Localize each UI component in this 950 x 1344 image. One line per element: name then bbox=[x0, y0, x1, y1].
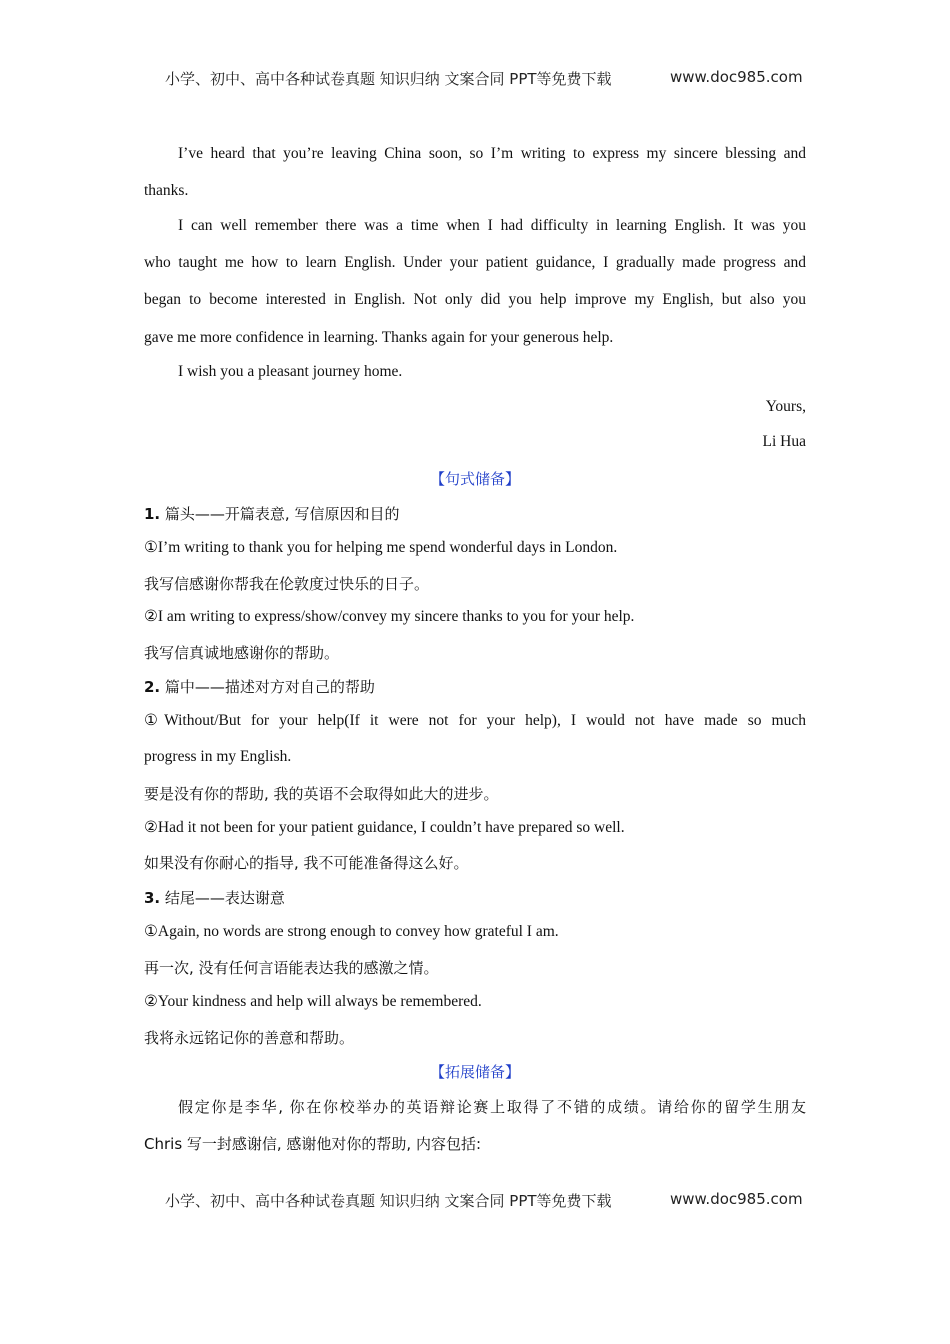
letter-p3: I wish you a pleasant journey home. bbox=[178, 363, 403, 380]
letter-p1-line2: thanks. bbox=[144, 182, 189, 199]
section-3-title bbox=[144, 887, 806, 908]
page-header bbox=[165, 68, 805, 89]
section-1-translation-2: 我写信真诚地感谢你的帮助。 bbox=[144, 644, 340, 662]
patterns-heading: 【句式储备】 bbox=[429, 470, 520, 488]
section-3-title-text: 结尾——表达谢意 bbox=[160, 889, 285, 907]
letter-p2-line1: I can well remember there was a time when I had difficulty in learning English. It was you bbox=[178, 217, 806, 234]
section-3-example-2: ②Your kindness and help will always be remembered. bbox=[144, 993, 482, 1010]
section-1-example-2: ②I am writing to express/show/convey my sincere thanks to you for your help. bbox=[144, 608, 635, 625]
extension-line-2: Chris 写一封感谢信, 感谢他对你的帮助, 内容包括: bbox=[144, 1135, 482, 1153]
section-1-translation-1: 我写信感谢你帮我在伦敦度过快乐的日子。 bbox=[144, 575, 430, 593]
header-text: 小学、初中、高中各种试卷真题 知识归纳 文案合同 PPT等免费下载 bbox=[165, 70, 612, 88]
section-3-translation-2: 我将永远铭记你的善意和帮助。 bbox=[144, 1029, 355, 1047]
section-1-title bbox=[144, 503, 806, 524]
header-site: www.doc985.com bbox=[670, 68, 803, 86]
section-2-example-1-line1: ①Without/But for your help(If it were not for your help), I would not have made so much bbox=[144, 712, 806, 729]
section-2-number: 2. bbox=[144, 678, 161, 696]
letter-closing: Yours, bbox=[765, 398, 806, 415]
section-1-example-1: ①I’m writing to thank you for helping me spend wonderful days in London. bbox=[144, 539, 618, 556]
section-2-translation-1: 要是没有你的帮助, 我的英语不会取得如此大的进步。 bbox=[144, 785, 499, 803]
letter-p2-line3: began to become interested in English. Not only did you help improve my English, but also you bbox=[144, 291, 806, 308]
extension-line-1: 假定你是李华, 你在你校举办的英语辩论赛上取得了不错的成绩。请给你的留学生朋友 bbox=[178, 1098, 806, 1116]
section-2-title bbox=[144, 676, 806, 697]
footer-text: 小学、初中、高中各种试卷真题 知识归纳 文案合同 PPT等免费下载 bbox=[165, 1192, 612, 1210]
page-footer bbox=[165, 1190, 805, 1211]
section-3-example-1: ①Again, no words are strong enough to convey how grateful I am. bbox=[144, 923, 559, 940]
section-2-title-text: 篇中——描述对方对自己的帮助 bbox=[160, 678, 375, 696]
section-2-example-1-line2: progress in my English. bbox=[144, 748, 292, 765]
letter-p2-line4: gave me more confidence in learning. Thanks again for your generous help. bbox=[144, 329, 614, 346]
extension-heading: 【拓展储备】 bbox=[429, 1063, 520, 1081]
section-2-translation-2: 如果没有你耐心的指导, 我不可能准备得这么好。 bbox=[144, 854, 469, 872]
letter-signature: Li Hua bbox=[762, 433, 806, 450]
section-2-example-2: ②Had it not been for your patient guidance, I couldn’t have prepared so well. bbox=[144, 819, 625, 836]
letter-p1-line1: I’ve heard that you’re leaving China soon, so I’m writing to express my sincere blessing and bbox=[178, 145, 806, 162]
letter-p2-line2: who taught me how to learn English. Under your patient guidance, I gradually made progress and bbox=[144, 254, 806, 271]
section-3-translation-1: 再一次, 没有任何言语能表达我的感激之情。 bbox=[144, 959, 439, 977]
footer-site: www.doc985.com bbox=[670, 1190, 803, 1208]
section-3-number: 3. bbox=[144, 889, 161, 907]
section-1-title-text: 篇头——开篇表意, 写信原因和目的 bbox=[160, 505, 400, 523]
section-1-number: 1. bbox=[144, 505, 161, 523]
